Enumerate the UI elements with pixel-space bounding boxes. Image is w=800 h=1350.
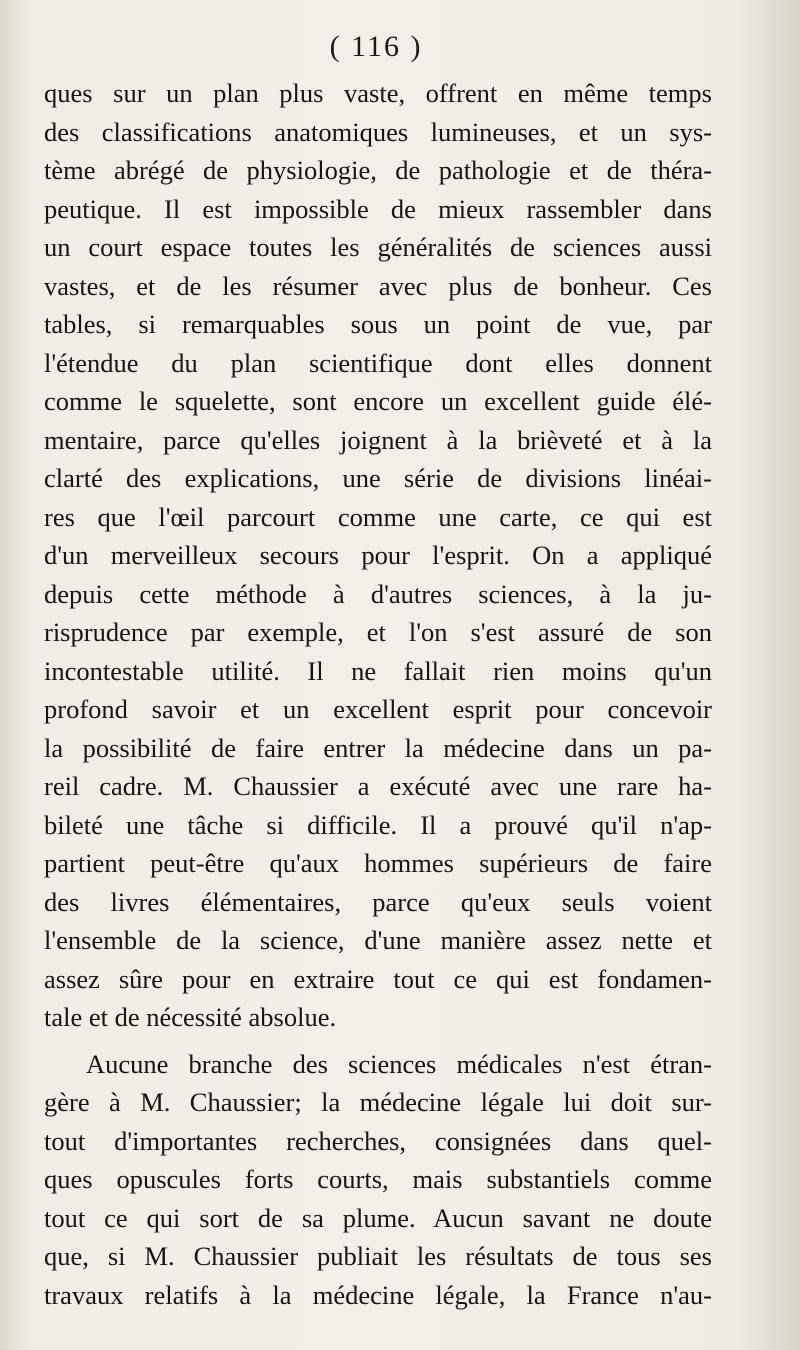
- paragraph-1: [44, 74, 712, 1037]
- text-line: vastes, et de les résumer avec plus de bonheur. Ces: [44, 270, 712, 301]
- paragraph-gap: [44, 1037, 712, 1045]
- text-line: partient peut-être qu'aux hommes supérieurs de faire: [44, 848, 712, 878]
- text-line: bileté une tâche si difficile. Il a prouvé qu'il n'ap-: [44, 809, 712, 840]
- text-line: tout ce qui sort de sa plume. Aucun savant ne doute: [44, 1202, 712, 1233]
- text-line: depuis cette méthode à d'autres sciences, à la ju-: [44, 578, 712, 609]
- text-line: gère à M. Chaussier; la médecine légale lui doit sur-: [44, 1087, 712, 1117]
- text-line: tème abrégé de physiologie, de pathologie et de théra-: [44, 155, 712, 185]
- text-line: clarté des explications, une série de divisions linéai-: [44, 463, 712, 493]
- text-line: tout d'importantes recherches, consignées dans quel-: [44, 1125, 712, 1156]
- text-line: risprudence par exemple, et l'on s'est assuré de son: [44, 617, 712, 647]
- text-line: Aucune branche des sciences médicales n'est étran-: [86, 1048, 712, 1079]
- paragraph-2: [44, 1045, 712, 1315]
- text-line: comme le squelette, sont encore un excellent guide élé-: [44, 386, 712, 416]
- text-line: la possibilité de faire entrer la médecine dans un pa-: [44, 732, 712, 763]
- page-number: ( 116 ): [329, 30, 423, 63]
- text-line: ques opuscules forts courts, mais substantiels comme: [44, 1164, 712, 1194]
- text-line: travaux relatifs à la médecine légale, la France n'au-: [44, 1279, 712, 1310]
- text-line: profond savoir et un excellent esprit pour concevoir: [44, 694, 712, 724]
- text-line: des livres élémentaires, parce qu'eux seuls voient: [44, 886, 712, 917]
- text-line: reil cadre. M. Chaussier a exécuté avec une rare ha-: [44, 771, 712, 801]
- body-text: [44, 74, 712, 1314]
- text-line: res que l'œil parcourt comme une carte, ce qui est: [44, 501, 712, 532]
- text-line: ques sur un plan plus vaste, offrent en même temps: [44, 78, 712, 108]
- text-line: des classifications anatomiques lumineuses, et un sys-: [44, 116, 712, 147]
- text-line: incontestable utilité. Il ne fallait rien moins qu'un: [44, 655, 712, 686]
- text-line: que, si M. Chaussier publiait les résultats de tous ses: [44, 1241, 712, 1271]
- text-line: tale et de nécessité absolue.: [44, 1002, 337, 1032]
- text-line: l'étendue du plan scientifique dont elles donnent: [44, 347, 712, 378]
- text-line: l'ensemble de la science, d'une manière assez nette et: [44, 925, 712, 955]
- text-line: mentaire, parce qu'elles joignent à la brièveté et à la: [44, 424, 712, 455]
- text-line: assez sûre pour en extraire tout ce qui est fondamen-: [44, 963, 712, 994]
- text-line: peutique. Il est impossible de mieux rassembler dans: [44, 193, 712, 224]
- text-line: d'un merveilleux secours pour l'esprit. On a appliqué: [44, 540, 712, 570]
- text-line: un court espace toutes les généralités de sciences aussi: [44, 232, 712, 262]
- text-line: tables, si remarquables sous un point de vue, par: [44, 309, 712, 339]
